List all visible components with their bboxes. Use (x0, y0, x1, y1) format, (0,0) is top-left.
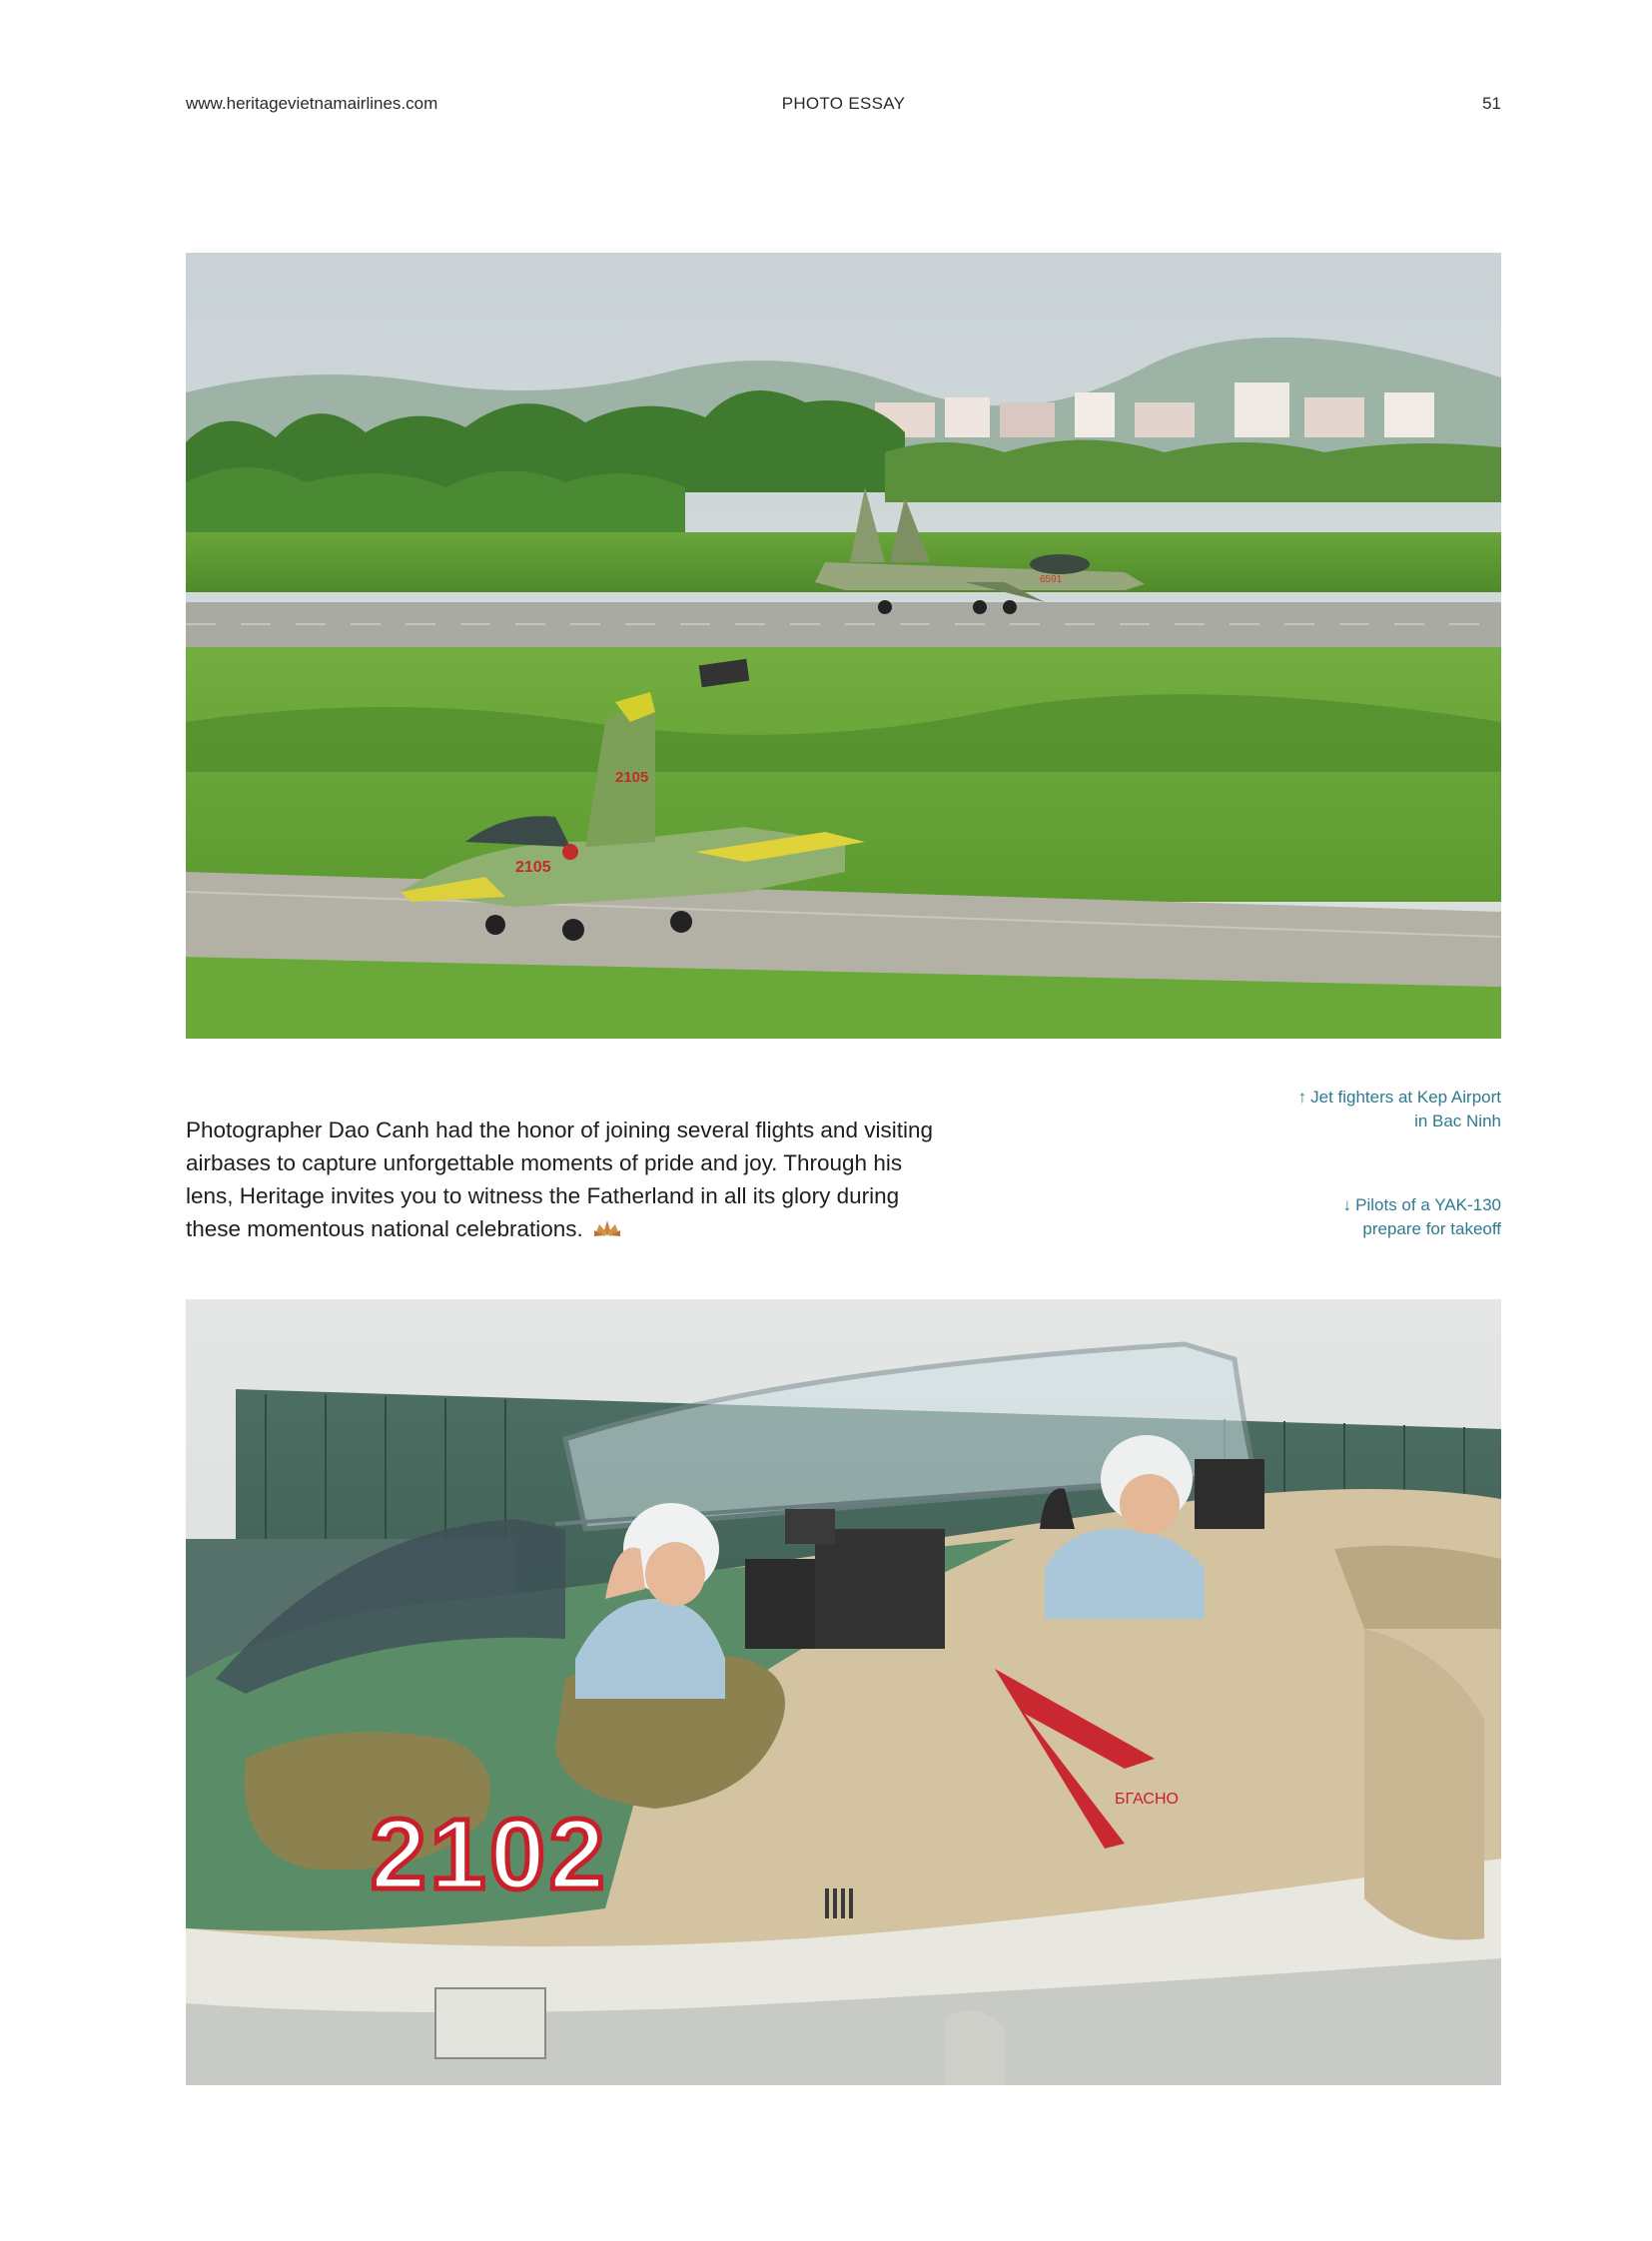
site-url[interactable]: www.heritagevietnamairlines.com (186, 94, 438, 113)
caption-bottom-line2: prepare for takeoff (1362, 1219, 1501, 1238)
cockpit-photo (186, 1299, 1501, 2085)
caption-top-line1: Jet fighters at Kep Airport (1310, 1088, 1501, 1107)
airfield-photo (186, 253, 1501, 1039)
far-jet-number: 6591 (1040, 574, 1063, 585)
stencil-marking: БГАСНО (1115, 1791, 1179, 1808)
landing-gear-door (435, 1988, 545, 2058)
arrow-up-icon: ↑ (1297, 1088, 1307, 1107)
intro-paragraph (186, 1114, 945, 1245)
caption-bottom-photo (1172, 1193, 1501, 1241)
page-number: 51 (1482, 94, 1501, 113)
arrow-down-icon: ↓ (1342, 1195, 1352, 1214)
cockpit-photo-illustration (186, 1299, 1501, 2085)
page-header (186, 94, 1501, 120)
section-title: PHOTO ESSAY (781, 94, 906, 113)
near-jet-side-number: 2105 (515, 859, 551, 876)
caption-top-photo (1172, 1086, 1501, 1133)
ground-hose (945, 2010, 1005, 2085)
jet-tail-number: 2102 (371, 1799, 609, 1910)
caption-top-line2: in Bac Ninh (1414, 1112, 1501, 1130)
lotus-end-icon (593, 1218, 621, 1238)
near-jet-tail-number: 2105 (615, 769, 649, 786)
airfield-photo-illustration (186, 253, 1501, 1039)
caption-bottom-line1: Pilots of a YAK-130 (1355, 1195, 1501, 1214)
intro-paragraph-text: Photographer Dao Canh had the honor of joining several flights and visiting airbases to capture unforgettable moments of pride and joy. Through his lens, Heritage invites you to witness the Fatherland in all its glory during these momentous national celebrations. (186, 1118, 933, 1241)
